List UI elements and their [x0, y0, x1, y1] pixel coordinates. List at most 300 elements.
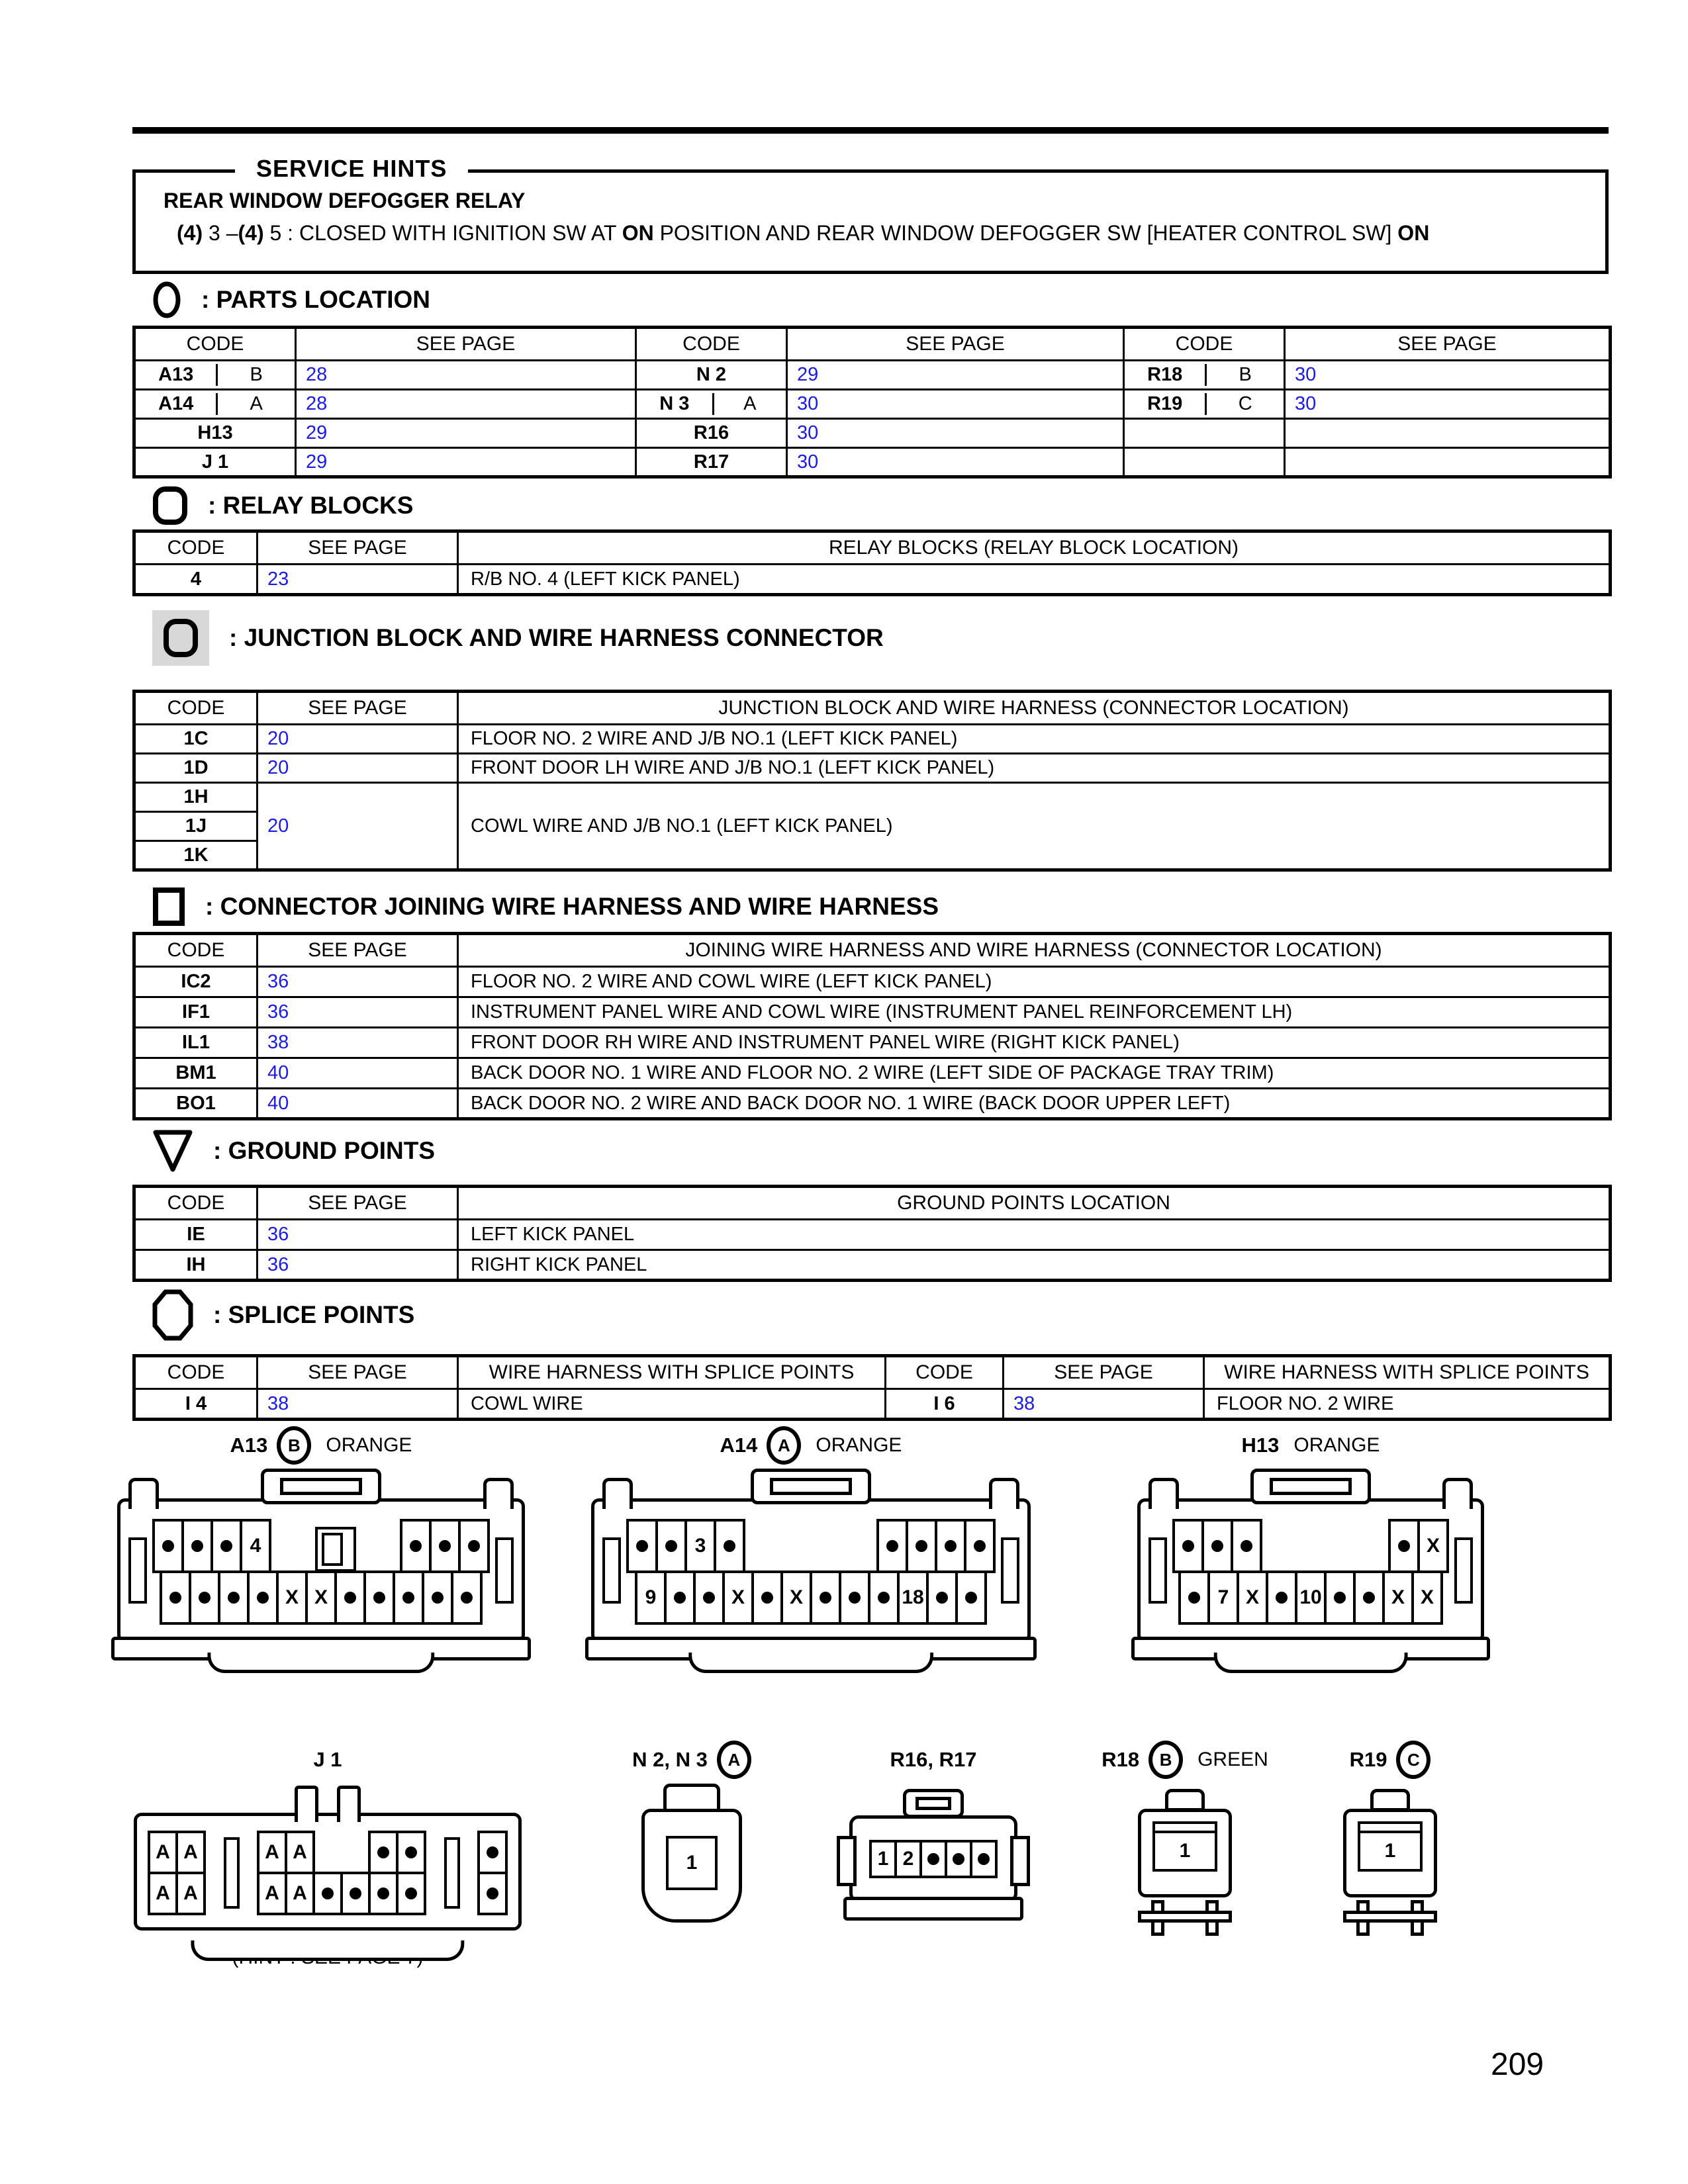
section-header-junction-block — [152, 610, 884, 666]
connector-color: GREEN — [1197, 1749, 1268, 1770]
pin-dot-icon — [439, 1540, 451, 1552]
pin-cell — [1231, 1519, 1262, 1573]
connector-r18-label — [1092, 1744, 1278, 1776]
pin-dot-icon — [410, 1540, 422, 1552]
column-header: CODE — [134, 1187, 258, 1220]
connector-h13 — [1086, 1430, 1536, 1643]
pin-cell — [970, 1840, 998, 1878]
pin-dot-icon — [665, 1540, 677, 1552]
pin-cell — [458, 1519, 490, 1573]
pin-dot-icon — [1211, 1540, 1223, 1552]
cell-code: 1C — [134, 725, 258, 754]
pin-cell: A — [285, 1872, 315, 1915]
pin-cell — [211, 1519, 242, 1573]
cell-code — [1124, 419, 1285, 448]
pin-cell — [1172, 1519, 1204, 1573]
column-header: SEE PAGE — [1004, 1356, 1204, 1389]
junction-block-icon — [152, 610, 209, 666]
pin-cell — [1178, 1570, 1210, 1625]
connector-r18-diagram — [1138, 1809, 1232, 1937]
connector-code: R19 — [1349, 1748, 1387, 1771]
connector-h13-diagram — [1137, 1498, 1484, 1643]
pin-dot-icon — [1241, 1540, 1252, 1552]
pin-dot-icon — [169, 1592, 181, 1604]
cell-code: IF1 — [134, 997, 258, 1028]
pin-dot-icon — [228, 1592, 240, 1604]
pin-cell: 18 — [897, 1570, 929, 1625]
housing-post — [128, 1478, 159, 1509]
section-title: : CONNECTOR JOINING WIRE HARNESS AND WIRE HARNESS — [205, 893, 939, 920]
circled-letter-icon: B — [277, 1426, 311, 1465]
pin-dot-icon — [432, 1592, 444, 1604]
pin-cell: X — [780, 1570, 812, 1625]
cell-code: 1J — [134, 812, 258, 841]
pin-cell — [396, 1872, 426, 1915]
cell-page[interactable]: 40 — [258, 1058, 458, 1089]
circled-letter-icon: B — [1149, 1741, 1183, 1779]
pin-cell: A — [257, 1872, 287, 1915]
cell-desc: FRONT DOOR LH WIRE AND J/B NO.1 (LEFT KICK PANEL) — [458, 754, 1611, 783]
service-hints-box — [132, 155, 1609, 274]
pin-cell: 7 — [1207, 1570, 1239, 1625]
connector-code: R16, R17 — [890, 1748, 977, 1771]
cell-page[interactable]: 36 — [258, 1220, 458, 1250]
pin-dot-icon — [1182, 1540, 1194, 1552]
table-row — [134, 1220, 1611, 1250]
cell-page[interactable]: 29 — [296, 419, 636, 448]
cell-code: IH — [134, 1250, 258, 1281]
housing-post — [1442, 1478, 1473, 1509]
pin-dot-icon — [191, 1540, 203, 1552]
table-row — [134, 783, 1611, 812]
cell-page[interactable]: 38 — [258, 1028, 458, 1058]
section-header-ground-points — [152, 1129, 435, 1173]
pin-dot-icon — [978, 1853, 990, 1865]
pin-cell — [368, 1872, 399, 1915]
cell-page[interactable]: 28 — [296, 390, 636, 419]
pin-cell — [340, 1872, 371, 1915]
cell-page[interactable]: 30 — [787, 390, 1124, 419]
connector-a14 — [576, 1430, 1046, 1643]
housing-skirt — [843, 1897, 1023, 1921]
pin-dot-icon — [487, 1846, 498, 1858]
table-row — [134, 1028, 1611, 1058]
cell-page[interactable]: 36 — [258, 967, 458, 997]
cell-page[interactable]: 23 — [258, 565, 458, 595]
circled-letter-icon: C — [1396, 1741, 1430, 1779]
pin-cell — [393, 1570, 424, 1625]
column-header: JUNCTION BLOCK AND WIRE HARNESS (CONNECTOR LOCATION) — [458, 692, 1611, 725]
column-header: CODE — [636, 328, 787, 361]
pin-cell — [189, 1570, 220, 1625]
column-header: GROUND POINTS LOCATION — [458, 1187, 1611, 1220]
cell-page[interactable]: 30 — [1285, 390, 1611, 419]
pin-cell — [218, 1570, 250, 1625]
housing-post — [989, 1478, 1019, 1509]
pin-dot-icon — [849, 1592, 861, 1604]
pin-cell: X — [276, 1570, 308, 1625]
cell-code: R16 — [636, 419, 787, 448]
latch-icon — [903, 1789, 964, 1818]
housing-slot — [1454, 1537, 1473, 1604]
pin-cell: A — [148, 1872, 178, 1915]
pin-cell: 3 — [684, 1519, 716, 1573]
connector-code: A13 — [230, 1433, 268, 1457]
parts-location-icon — [152, 281, 181, 319]
column-header: SEE PAGE — [296, 328, 636, 361]
column-header: CODE — [1124, 328, 1285, 361]
section-title: : JUNCTION BLOCK AND WIRE HARNESS CONNECTOR — [229, 624, 884, 651]
pin-cell — [876, 1519, 908, 1573]
pin-cell — [340, 1831, 371, 1874]
pin-cell: 9 — [635, 1570, 667, 1625]
column-header: SEE PAGE — [258, 1187, 458, 1220]
connector-j1-diagram — [134, 1813, 522, 1931]
cell-desc: INSTRUMENT PANEL WIRE AND COWL WIRE (INSTRUMENT PANEL REINFORCEMENT LH) — [458, 997, 1611, 1028]
pin-cell: A — [175, 1831, 206, 1874]
housing-chin — [191, 1940, 464, 1961]
connector-n2-n3 — [583, 1744, 801, 1923]
pin-dot-icon — [703, 1592, 715, 1604]
pin-dot-icon — [257, 1592, 269, 1604]
pin-cell — [312, 1872, 343, 1915]
pin-cell — [919, 1840, 947, 1878]
cell-page[interactable]: 36 — [258, 1250, 458, 1281]
pin-cell — [868, 1570, 900, 1625]
pin-cell — [247, 1570, 279, 1625]
column-header: SEE PAGE — [258, 1356, 458, 1389]
pin-cell — [451, 1570, 483, 1625]
housing-post — [1149, 1478, 1179, 1509]
cell-code: R19 C — [1124, 390, 1285, 419]
connector-r16-r17 — [821, 1744, 1046, 1903]
column-header: SEE PAGE — [258, 934, 458, 967]
connector-h13-label — [1086, 1430, 1536, 1461]
housing-slot — [128, 1537, 147, 1604]
connector-a13-diagram — [117, 1498, 525, 1643]
pin-dot-icon — [350, 1888, 361, 1899]
pin-dot-icon — [1334, 1592, 1346, 1604]
pin-dot-icon — [468, 1540, 480, 1552]
table-row — [134, 361, 1611, 390]
cell-page[interactable]: 36 — [258, 997, 458, 1028]
cell-desc: FLOOR NO. 2 WIRE — [1204, 1389, 1611, 1420]
pin-cell — [714, 1519, 745, 1573]
cell-page[interactable]: 30 — [787, 448, 1124, 477]
housing-chin — [207, 1653, 434, 1673]
column-header: RELAY BLOCKS (RELAY BLOCK LOCATION) — [458, 531, 1611, 565]
cell-code: BM1 — [134, 1058, 258, 1089]
cell-page[interactable]: 29 — [787, 361, 1124, 390]
connector-a14-label — [576, 1430, 1046, 1461]
housing-slot — [602, 1537, 621, 1604]
connector-n2-n3-diagram — [641, 1809, 742, 1923]
column-header: WIRE HARNESS WITH SPLICE POINTS — [1204, 1356, 1611, 1389]
latch-icon — [1165, 1789, 1205, 1811]
pin-cell — [906, 1519, 937, 1573]
housing-slot — [206, 1837, 257, 1909]
pin-dot-icon — [927, 1853, 939, 1865]
cell-page[interactable]: 30 — [787, 419, 1124, 448]
relay-blocks-table — [132, 529, 1609, 596]
pin-cell — [935, 1519, 966, 1573]
cell-page[interactable]: 20 — [258, 754, 458, 783]
cell-desc: FLOOR NO. 2 WIRE AND COWL WIRE (LEFT KICK PANEL) — [458, 967, 1611, 997]
connector-j1 — [113, 1744, 543, 1969]
cell-page[interactable]: 38 — [258, 1389, 458, 1420]
cell-code: N 2 — [636, 361, 787, 390]
latch-icon — [751, 1469, 871, 1504]
pin-dot-icon — [344, 1592, 356, 1604]
pin-cell — [152, 1519, 184, 1573]
section-title: : RELAY BLOCKS — [208, 492, 414, 519]
cell-code: R17 — [636, 448, 787, 477]
cell-desc: RIGHT KICK PANEL — [458, 1250, 1611, 1281]
cell-desc: LEFT KICK PANEL — [458, 1220, 1611, 1250]
connector-joining-icon — [152, 887, 185, 927]
pin-cell — [477, 1872, 508, 1915]
latch-icon — [261, 1469, 381, 1504]
pin-cell: X — [1411, 1570, 1443, 1625]
connector-r18 — [1092, 1744, 1278, 1937]
column-header: CODE — [134, 934, 258, 967]
connector-joining-table — [132, 932, 1609, 1120]
pin-cell — [312, 1831, 343, 1874]
pin-dot-icon — [162, 1540, 174, 1552]
pin-dot-icon — [405, 1888, 417, 1899]
cell-page[interactable]: 20 — [258, 783, 458, 870]
service-hints-heading: REAR WINDOW DEFOGGER RELAY — [164, 189, 526, 212]
housing-ear — [1010, 1836, 1030, 1886]
cell-code: J 1 — [134, 448, 296, 477]
pin-cell — [181, 1519, 213, 1573]
pin-dot-icon — [761, 1592, 773, 1604]
pin-cell — [926, 1570, 958, 1625]
connector-code: H13 — [1241, 1433, 1280, 1457]
pin-cell: X — [1237, 1570, 1268, 1625]
table-row — [134, 1389, 1611, 1420]
pin-dot-icon — [1276, 1592, 1288, 1604]
cell-page[interactable]: 40 — [258, 1089, 458, 1119]
pin-cell — [810, 1570, 841, 1625]
section-title: : PARTS LOCATION — [201, 286, 430, 313]
section-title: : SPLICE POINTS — [213, 1301, 415, 1328]
connector-j1-label — [113, 1744, 543, 1776]
pin-dot-icon — [886, 1540, 898, 1552]
pin-dot-icon — [373, 1592, 385, 1604]
table-row — [134, 754, 1611, 783]
pin-cell: A — [148, 1831, 178, 1874]
table-row — [134, 997, 1611, 1028]
cell-page[interactable]: 20 — [258, 725, 458, 754]
pin-dot-icon — [220, 1540, 232, 1552]
cell-desc: FRONT DOOR RH WIRE AND INSTRUMENT PANEL WIRE (RIGHT KICK PANEL) — [458, 1028, 1611, 1058]
table-row — [134, 419, 1611, 448]
cell-page[interactable]: 29 — [296, 448, 636, 477]
housing-slot — [1001, 1537, 1019, 1604]
cell-desc: FLOOR NO. 2 WIRE AND J/B NO.1 (LEFT KICK PANEL) — [458, 725, 1611, 754]
connector-code: J 1 — [313, 1748, 342, 1771]
pin-dot-icon — [974, 1540, 986, 1552]
section-header-splice-points — [152, 1289, 414, 1341]
pin-cell — [955, 1570, 987, 1625]
pin-dot-icon — [915, 1540, 927, 1552]
pin-cell — [1201, 1519, 1233, 1573]
housing-legs — [1347, 1900, 1433, 1937]
cell-desc: COWL WIRE AND J/B NO.1 (LEFT KICK PANEL) — [458, 783, 1611, 870]
circled-letter-icon: A — [717, 1741, 751, 1779]
cell-code: R18 B — [1124, 361, 1285, 390]
column-header: SEE PAGE — [787, 328, 1124, 361]
connector-color: ORANGE — [816, 1434, 902, 1456]
column-header: CODE — [886, 1356, 1004, 1389]
pin-cell: 10 — [1295, 1570, 1327, 1625]
pin-cell — [422, 1570, 453, 1625]
splice-points-table — [132, 1354, 1609, 1421]
pin-cell — [363, 1570, 395, 1625]
pin-cell: A — [175, 1872, 206, 1915]
page-number: 209 — [1491, 2047, 1544, 2082]
cell-desc: BACK DOOR NO. 2 WIRE AND BACK DOOR NO. 1 WIRE (BACK DOOR UPPER LEFT) — [458, 1089, 1611, 1119]
ground-points-icon — [152, 1129, 193, 1173]
cell-page — [1285, 419, 1611, 448]
pin-dot-icon — [487, 1888, 498, 1899]
column-header: JOINING WIRE HARNESS AND WIRE HARNESS (CONNECTOR LOCATION) — [458, 934, 1611, 967]
column-header: CODE — [134, 328, 296, 361]
pin-cell — [751, 1570, 783, 1625]
pin-cell: 4 — [240, 1519, 271, 1573]
pin-dot-icon — [953, 1853, 964, 1865]
pin-dot-icon — [1398, 1540, 1410, 1552]
pin-cell: X — [1417, 1519, 1449, 1573]
table-row — [134, 1250, 1611, 1281]
connector-color: ORANGE — [1293, 1434, 1380, 1456]
pin-dot-icon — [199, 1592, 211, 1604]
column-header: CODE — [134, 531, 258, 565]
section-header-relay-blocks — [152, 486, 413, 525]
housing-slot — [426, 1837, 477, 1909]
pin-dot-icon — [377, 1888, 389, 1899]
splice-points-icon — [152, 1289, 193, 1341]
cell-page[interactable]: 38 — [1004, 1389, 1204, 1420]
table-row — [134, 448, 1611, 477]
pin-cell — [655, 1519, 687, 1573]
pin-cell: 1 — [666, 1836, 718, 1890]
pin-dot-icon — [461, 1592, 473, 1604]
table-row — [134, 390, 1611, 419]
service-hints-title: SERVICE HINTS — [235, 155, 468, 183]
connector-code: N 2, N 3 — [632, 1748, 708, 1771]
cell-code: I 6 — [886, 1389, 1004, 1420]
pin-dot-icon — [820, 1592, 831, 1604]
service-hints-line: (4) 3 –(4) 5 : CLOSED WITH IGNITION SW AT ON POSITION AND REAR WINDOW DEFOGGER SW [HEATER CONTROL SW] ON — [177, 221, 1430, 245]
cell-code — [1124, 448, 1285, 477]
pin-dot-icon — [405, 1846, 417, 1858]
cell-code: A14 A — [134, 390, 296, 419]
connector-code: R18 — [1102, 1748, 1140, 1771]
pin-cell — [693, 1570, 725, 1625]
pin-dot-icon — [1363, 1592, 1375, 1604]
latch-prongs-icon — [295, 1786, 361, 1822]
cell-code: N 3 A — [636, 390, 787, 419]
pin-cell: 1 — [1152, 1831, 1217, 1872]
latch-icon — [1250, 1469, 1371, 1504]
table-row — [134, 1058, 1611, 1089]
cell-code: 1H — [134, 783, 258, 812]
connector-r16-r17-label — [821, 1744, 1046, 1776]
cell-code: I 4 — [134, 1389, 258, 1420]
pin-cell: 1 — [1358, 1831, 1423, 1872]
pin-cell — [1353, 1570, 1385, 1625]
housing-chin — [688, 1653, 933, 1673]
housing-ear — [837, 1836, 857, 1886]
connector-r16-r17-diagram — [849, 1815, 1017, 1903]
table-row — [134, 967, 1611, 997]
junction-block-table — [132, 690, 1609, 872]
section-header-connector-joining — [152, 887, 939, 927]
relay-blocks-icon — [152, 486, 188, 525]
pin-cell — [334, 1570, 366, 1625]
section-title: : GROUND POINTS — [213, 1137, 436, 1164]
cell-page — [1285, 448, 1611, 477]
cell-desc: R/B NO. 4 (LEFT KICK PANEL) — [458, 565, 1611, 595]
pin-cell — [1266, 1570, 1297, 1625]
connector-color: ORANGE — [326, 1434, 412, 1456]
pin-dot-icon — [936, 1592, 948, 1604]
column-header: CODE — [134, 1356, 258, 1389]
pin-cell: X — [305, 1570, 337, 1625]
top-rule — [132, 127, 1609, 134]
connector-r19-label — [1297, 1744, 1483, 1776]
pin-cell — [1388, 1519, 1420, 1573]
cell-code: 4 — [134, 565, 258, 595]
pin-cell: A — [285, 1831, 315, 1874]
keyway-icon — [315, 1527, 356, 1572]
connector-a13 — [93, 1430, 549, 1643]
pin-dot-icon — [402, 1592, 414, 1604]
section-header-parts-location — [152, 281, 430, 319]
cell-code: IL1 — [134, 1028, 258, 1058]
cell-desc: COWL WIRE — [458, 1389, 886, 1420]
pin-cell: 2 — [894, 1840, 922, 1878]
cell-code: 1D — [134, 754, 258, 783]
latch-icon — [1370, 1789, 1410, 1811]
pin-cell — [477, 1831, 508, 1874]
pin-cell: A — [257, 1831, 287, 1874]
ground-points-table — [132, 1185, 1609, 1282]
pin-cell: X — [722, 1570, 754, 1625]
connector-r19-diagram — [1343, 1809, 1437, 1937]
connector-code: A14 — [720, 1433, 758, 1457]
column-header: WIRE HARNESS WITH SPLICE POINTS — [458, 1356, 886, 1389]
cell-page[interactable]: 28 — [296, 361, 636, 390]
housing-post — [602, 1478, 633, 1509]
table-row — [134, 1089, 1611, 1119]
pin-dot-icon — [945, 1540, 957, 1552]
pin-dot-icon — [1188, 1592, 1200, 1604]
column-header: CODE — [134, 692, 258, 725]
connector-a14-diagram — [591, 1498, 1031, 1643]
pin-cell — [839, 1570, 870, 1625]
pin-dot-icon — [724, 1540, 735, 1552]
pin-cell — [664, 1570, 696, 1625]
pin-cell — [160, 1570, 191, 1625]
column-header: SEE PAGE — [1285, 328, 1611, 361]
cell-page[interactable]: 30 — [1285, 361, 1611, 390]
circled-letter-icon: A — [767, 1426, 801, 1465]
housing-chin — [1214, 1653, 1408, 1673]
cell-code: A13 B — [134, 361, 296, 390]
